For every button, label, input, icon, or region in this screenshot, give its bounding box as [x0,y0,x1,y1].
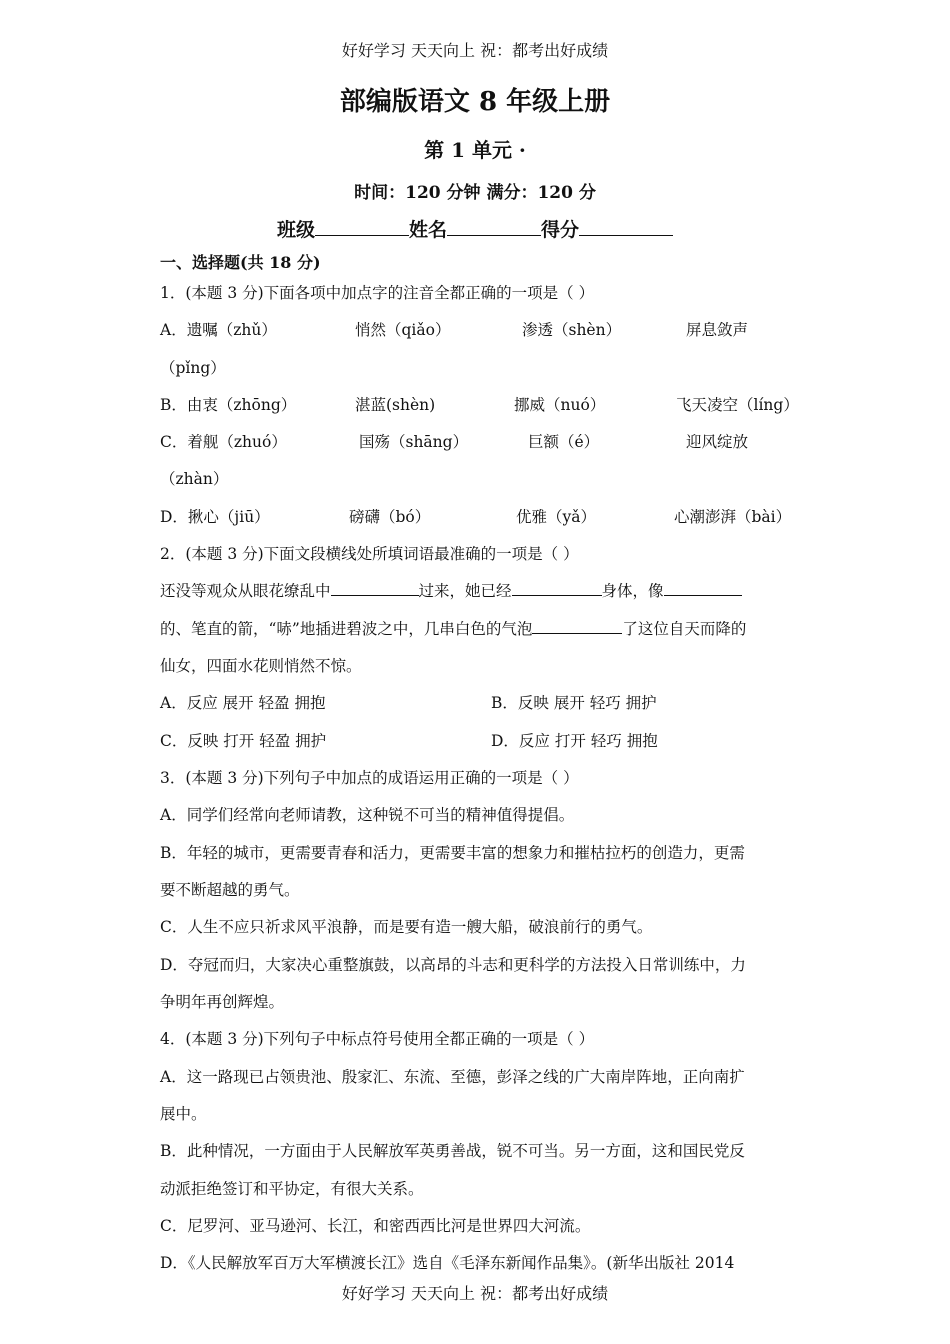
q3-option-d-line1: D．夺冠而归，大家决心重整旗鼓，以高昂的斗志和更科学的方法投入日常训练中，力 [160,956,746,974]
q1-c-3: 巨额（é） [528,433,600,451]
q4-option-c: C．尼罗河、亚马逊河、长江，和密西西比河是世界四大河流。 [160,1217,591,1235]
q1-a-cont: （pǐng） [160,359,226,377]
score-field[interactable] [579,217,673,236]
q1-c-2: 国殇（shāng） [359,433,469,451]
q3-option-b-line1: B．年轻的城市，更需要青春和活力，更需要丰富的想象力和摧枯拉朽的创造力，更需 [160,844,745,862]
q1-a-3: 渗透（shèn） [522,321,622,339]
q2-option-d: D．反应 打开 轻巧 拥抱 [491,732,658,750]
q1-a-1: A．遗嘱（zhǔ） [160,321,277,339]
unit-title: 第 1 单元 · [424,138,526,162]
q2-passage-line2 [160,617,746,639]
name-label: 姓名 [408,219,447,241]
q1-a-2: 悄然（qiǎo） [355,321,451,339]
q2-text-2b: 了这位自天而降的 [622,620,747,638]
q2-option-a: A．反应 展开 轻盈 拥抱 [160,694,326,712]
q1-c-cont: （zhàn） [160,470,229,488]
q4-stem: 4．(本题 3 分)下列句子中标点符号使用全都正确的一项是（ ） [160,1030,595,1048]
q3-option-c: C．人生不应只祈求风平浪静，而是要有造一艘大船，破浪前行的勇气。 [160,918,653,936]
q3-option-a: A．同学们经常向老师请教，这种锐不可当的精神值得提倡。 [160,806,575,824]
q2-blank-4[interactable] [532,618,622,634]
q2-text-1a: 还没等观众从眼花缭乱中 [160,582,331,600]
name-field[interactable] [447,217,541,236]
q1-b-3: 挪威（nuó） [514,396,606,414]
class-label: 班级 [276,219,315,241]
q1-b-1: B．由衷（zhōng） [160,396,297,414]
q4-option-b-line1: B．此种情况，一方面由于人民解放军英勇善战，锐不可当。另一方面，这和国民党反 [160,1142,745,1160]
q2-passage-line1 [160,579,742,601]
q1-b-4: 飞天凌空（líng） [676,396,799,414]
q1-b-2: 湛蓝(shèn) [355,396,436,414]
q2-passage-line3: 仙女，四面水花则悄然不惊。 [160,657,362,675]
score-label: 得分 [541,219,580,241]
page-header: 好好学习 天天向上 祝：都考出好成绩 [341,41,609,60]
time-score: 时间：120 分钟 满分：120 分 [354,183,596,203]
q3-stem: 3．(本题 3 分)下列句子中加点的成语运用正确的一项是（ ） [160,769,579,787]
q1-d-4: 心潮澎湃（bài） [674,508,792,526]
q4-option-d: D．《人民解放军百万大军横渡长江》选自《毛泽东新闻作品集》。(新华出版社 2014 [160,1254,735,1272]
q2-blank-1[interactable] [331,580,419,596]
q2-text-1c: 身体，像 [601,582,664,600]
q1-a-4: 屏息敛声 [686,321,749,339]
q2-text-1b: 过来，她已经 [418,582,512,600]
q4-option-a-line1: A．这一路现已占领贵池、殷家汇、东流、至德，彭泽之线的广大南岸阵地，正向南扩 [160,1068,745,1086]
page-title: 部编版语文 8 年级上册 [339,87,611,117]
page-footer: 好好学习 天天向上 祝：都考出好成绩 [341,1284,609,1303]
q2-text-2a: 的、笔直的箭，“哧”地插进碧波之中，几串白色的气泡 [160,620,533,638]
q1-d-1: D．揪心（jiū） [160,508,270,526]
q1-d-3: 优雅（yǎ） [516,508,596,526]
class-field[interactable] [315,217,409,236]
student-info [0,215,950,242]
q1-c-1: C．着舰（zhuó） [160,433,287,451]
q1-d-2: 磅礴（bó） [349,508,431,526]
q1-c-4: 迎风绽放 [686,433,749,451]
q1-stem: 1．(本题 3 分)下面各项中加点字的注音全都正确的一项是（ ） [160,284,595,302]
q2-option-c: C．反映 打开 轻盈 拥护 [160,732,327,750]
q2-stem: 2．(本题 3 分)下面文段横线处所填词语最准确的一项是（ ） [160,545,579,563]
q2-blank-3[interactable] [664,580,742,596]
q4-option-a-line2: 展中。 [160,1105,207,1123]
q2-blank-2[interactable] [512,580,602,596]
section-heading: 一、选择题(共 18 分) [160,253,321,272]
q2-option-b: B．反映 展开 轻巧 拥护 [491,694,657,712]
q3-option-d-line2: 争明年再创辉煌。 [160,993,285,1011]
q3-option-b-line2: 要不断超越的勇气。 [160,881,300,899]
q4-option-b-line2: 动派拒绝签订和平协定，有很大关系。 [160,1180,424,1198]
